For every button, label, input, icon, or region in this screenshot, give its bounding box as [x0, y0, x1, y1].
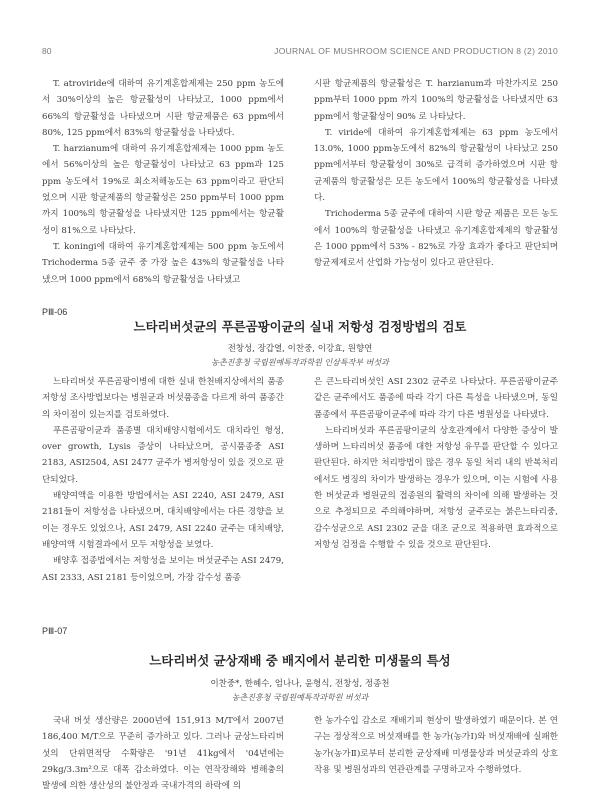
- article2-left-column: [42, 713, 284, 794]
- abstract-title: 느타리버섯균의 푸른곰팡이균의 실내 저항성 검정방법의 검토: [133, 319, 467, 334]
- journal-title: JOURNAL OF MUSHROOM SCIENCE AND PRODUCTION 8 (2) 2010: [274, 46, 558, 56]
- paragraph: 시판 항균제품의 항균활성은 T. harzianum과 마찬가지로 250 ppm부터 1000 ppm 까지 100%의 항균활성을 나타냈지만 63 ppm에서 항균활성이 90% 로 나타났다.: [314, 79, 558, 122]
- paragraph: 배양여액을 이용한 방법에서는 ASI 2240, ASI 2479, ASI 2181들이 저항성을 나타냈으며, 대치배양에서는 다른 경향을 보이는 경우도 있었으나, ASI 2479, ASI 2240 균주는 대치배양, 배양여액 시험결과에서 모두 저항성을 보였다.: [42, 491, 284, 550]
- abstract-code: PⅢ-07: [42, 626, 68, 636]
- article2-right-column: [314, 713, 558, 778]
- author-list: 전창성, 장갑열, 이찬중, 이강효, 원향연: [227, 344, 373, 354]
- paragraph: T. koningi에 대하여 유기계혼합제제는 500 ppm 농도에서 Trichoderma 5종 균주 중 가장 높은 43%의 항균활성을 나타냈으며 1000 ppm에서 68%의 항균활성을 나타냈고: [42, 241, 284, 285]
- paragraph: 느타리버섯 푸른곰팡이병에 대한 실내 한천배지상에서의 품종 저항성 조사방법보다는 병원균과 버섯품종을 다르게 하여 품종간의 차이점이 있는지를 검토하였다.: [42, 377, 284, 420]
- abstract-code: PⅢ-06: [42, 307, 68, 317]
- paragraph: Trichoderma 5종 균주에 대하여 시판 항균 제품은 모든 농도에서 100%의 항균활성을 나타냈고 유기계혼합제제의 항균활성은 1000 ppm에서 53% - 82%로 가장 효과가 좋다고 판단되며 항균제제로서 산업화 가능성이 있다고 판단된다.: [314, 209, 558, 269]
- page-number: 80: [42, 46, 52, 56]
- affiliation: 농촌진흥청 국립원예특작과학원 인삼특작부 버섯과: [211, 358, 389, 367]
- affiliation: 농촌진흥청 국립원예특작과학원 버섯과: [231, 693, 369, 702]
- paragraph: 한 농가수입 감소로 재배기피 현상이 발생하였기 때문이다. 본 연구는 정상적으로 버섯재배를 한 농가(농가Ⅰ)와 버섯재배에 실패한 농가(농가Ⅱ)로부터 분리한 균상재배 미생물상과 버섯균과의 상호작용 및 병원성과의 연관관계를 구명하고자 수행하였다.: [314, 716, 558, 775]
- top-right-column: [314, 76, 558, 272]
- paragraph: 은 큰느타리버섯인 ASI 2302 균주로 나타났다. 푸른곰팡이균주 같은 균주에서도 품종에 따라 각기 다른 특성을 나타냈으며, 동일품종에서 푸른곰팡이균주에 따라 각기 다른 병원성을 나타냈다.: [314, 377, 558, 420]
- article1-right-column: [314, 374, 558, 553]
- paragraph: T. viride에 대하여 유기계혼합제제는 63 ppm 농도에서 13.0%, 1000 ppm농도에서 82%의 항균활성이 나타났고 250 ppm에서부터 항균활성이 30%로 급격히 증가하였으며 시판 항균제품의 항균활성은 모든 농도에서 100%의 항균활성을 나타냈다.: [314, 127, 558, 204]
- paragraph: 푸른곰팡이균과 품종별 대치배양시험에서도 대치라인 형성, over growth, Lysis 증상이 나타났으며, 공시품종중 ASI 2183, ASI2504, ASI 2477 균주가 병저항성이 있을 것으로 판단되었다.: [42, 425, 284, 485]
- paragraph: 느타리버섯과 푸른곰팡이균의 상호관계에서 다양한 증상이 발생하며 느타리버섯 품종에 대한 저항성 유무를 판단할 수 있다고 판단된다. 하지만 처리방법이 많은 경우 동일 처리 내의 반복처리에서도 병징의 차이가 발생하는 경우가 있으며, 이는 시험에 사용한 버섯균과 병원균의 접종원의 활력의 차이에 의해 발생하는 것으로 추정되므로 주의해야하며, 저항성 균주로는 붉은느타리중, 감수성균으로 ASI 2302 균을 대조 균으로 적용하면 효과적으로 저항성 검정을 수행할 수 있을 것으로 판단된다.: [314, 425, 558, 550]
- abstract-title: 느타리버섯 균상재배 중 배지에서 분리한 미생물의 특성: [149, 653, 451, 668]
- paragraph: 국내 버섯 생산량은 2000년에 151,913 M/T에서 2007년 186,400 M/T으로 꾸준히 증가하고 있다. 그러나 균상느타리버섯의 단위면적당 수확량은 '91년 41kg에서 '04년에는 29kg/3.3m²으로 대폭 감소하였다. 이는 연작장해와 병해충의 발생에 의한 생산성의 불안정과 국내가격의 하락에 의: [42, 716, 284, 792]
- paragraph: T. harzianum에 대하여 유기계혼합제제는 1000 ppm 농도에서 56%이상의 높은 항균활성이 나타났고 63 ppm과 125 ppm 농도에서 19%로 최소저해농도는 63 ppm이라고 판단되었으며 시판 항균제품의 항균활성은 250 ppm부터 1000 ppm 까지 100%의 항균활성을 나타냈지만 125 ppm에서는 항균활성이 81%으로 나타났다.: [42, 144, 284, 236]
- paragraph: T. atroviride에 대하여 유기계혼합제제는 250 ppm 농도에서 30%이상의 높은 항균활성이 나타났고, 1000 ppm에서 66%의 항균활성을 나타냈으며 시판 항균제품은 63 ppm에서 80%, 125 ppm에서 83%의 항균활성을 나타냈다.: [42, 79, 284, 138]
- article1-left-column: [42, 374, 284, 586]
- top-left-column: [42, 76, 284, 288]
- running-header: [42, 46, 558, 58]
- author-list: 이찬중*, 한혜수, 엄나나, 윤형식, 전창성, 정종천: [210, 679, 390, 689]
- paragraph: 배양후 접종법에서는 저항성을 보이는 버섯균주는 ASI 2479, ASI 2333, ASI 2181 등이었으며, 가장 감수성 품종: [42, 556, 284, 583]
